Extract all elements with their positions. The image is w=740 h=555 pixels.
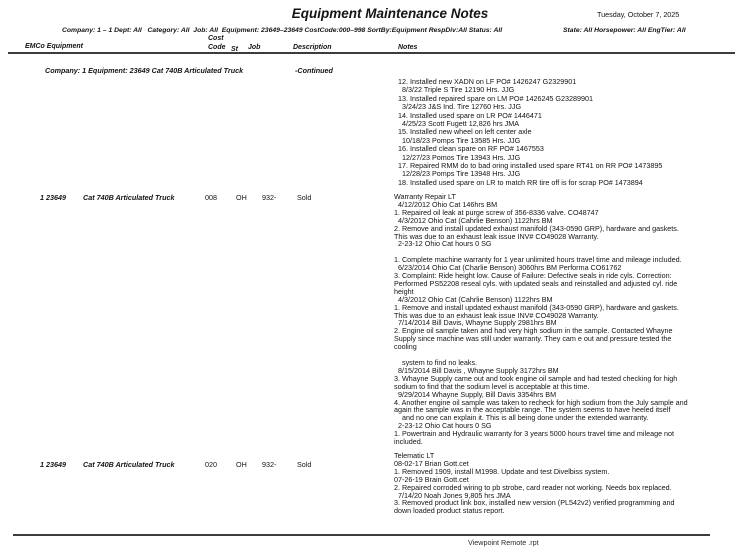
note-line: 4/3/2012 Ohio Cat (Cahrlie Benson) 1122hrs BM [394,215,553,225]
note-line: 12/27/23 Pomos Tire 13943 Hrs. JJG [398,152,521,162]
column-header-st: St [231,45,238,53]
note-line: 3. Removed product link box, installed new version (PL542v2) verified programming and [394,498,675,508]
note-line: 10/18/23 Pomps Tire 13585 Hrs. JJG [398,135,521,145]
note-line: and no one can explain it. This is all being done under the extended warranty. [394,413,649,423]
note-line: 12. Installed new XADN on LF PO# 1426247 G2329901 [398,77,577,86]
note-line: 4/12/2012 Ohio Cat 146hrs BM [394,199,498,209]
group-header-continued: -Continued [295,66,333,75]
report-filter-summary: Company: 1 – 1 Dept: All Category: All Job: All Equipment: 23649–23649 CostCode:000–998 SortBy:Equipment RespDiv:All Status: All [62,27,503,34]
row-equipment-name: Cat 740B Articulated Truck [83,193,175,202]
note-line: 3/24/23 J&S Ind. Tire 12760 Hrs. JJG [398,102,522,112]
note-line: 15. Installed new wheel on left center axle [398,127,532,137]
report-filter-summary-right: State: All Horsepower: All EngTier: All [563,27,686,34]
row-st: OH [236,460,247,469]
note-line: sodium to find that the sodium level is acceptable at this time. [394,381,590,391]
note-line: Warranty Repair LT [394,192,456,201]
column-header-description: Description [293,43,332,51]
note-line: 1. Remove and install updated exhaust manifold (343-0590 GRP), hardware and gaskets. [394,302,679,312]
note-line: 8/15/2014 Bill Davis , Whayne Supply 3172hrs BM [394,365,559,375]
row-notes [394,452,674,515]
note-line: again the sample was in the acceptable range. The system seems to have heeled itself [394,405,671,415]
row-company-equipment: 1 23649 [40,460,66,469]
continuation-notes [398,78,662,187]
note-line: This was due to an exhaust leak issue INV# CO49028 Warranty. [394,231,599,241]
note-line: included. [394,437,423,447]
note-line: 7/14/20 Noah Jones 9,805 hrs JMA [394,490,511,500]
column-header-cost-line1: Cost [208,35,224,42]
column-header-cost-line2: Code [208,43,226,51]
report-title: Equipment Maintenance Notes [291,6,489,21]
row-cost-code: 020 [205,460,217,469]
note-line: 1. Repaired oil leak at purge screw of 356-8336 valve. CO48747 [394,207,599,217]
row-description: Sold [297,460,312,469]
row-job: 932- [262,460,277,469]
column-header-notes: Notes [398,43,418,51]
note-line: 9/29/2014 Whayne Supply, Bill Davis 3354hrs BM [394,389,557,399]
row-cost-code: 008 [205,193,217,202]
row-st: OH [236,193,247,202]
note-line: height [394,286,414,296]
report-filename: Viewpoint Remote .rpt [468,538,539,547]
note-line: 3. Whayne Supply came out and took engine oil sample and had tested checking for high [394,373,678,383]
note-line: system to find no leaks. [394,358,478,367]
note-line: 2. Engine oil sample taken and had very high sodium in the sample. Contacted Whayne [394,326,673,336]
note-line: 8/3/22 Triple S Tire 12190 Hrs. JJG [398,85,515,95]
note-line: 12/28/23 Pomps Tire 13948 Hrs. JJG [398,169,521,179]
row-notes [394,193,688,446]
note-line: 1. Removed 1909, install M1998. Update and test Divelbiss system. [394,466,610,476]
column-header-equipment: EMCo Equipment [25,43,83,50]
note-line: 13. Installed repaired spare on LM PO# 1426245 G23289901 [398,93,593,103]
note-line: 16. Installed clean spare on RF PO# 1467553 [398,144,544,154]
group-header-label: Company: 1 Equipment: 23649 Cat 740B Articulated Truck [45,66,244,75]
note-line: 2. Repaired corroded wiring to pb strobe, card reader not working. Needs box replaced. [394,482,672,492]
note-line: 18. Installed used spare on LR to match RR tire off is for scrap PO# 1473894 [398,177,643,187]
note-line: down loaded product status report. [394,506,505,516]
row-equipment-name: Cat 740B Articulated Truck [83,460,175,469]
note-line: Telematic LT [394,451,435,460]
row-description: Sold [297,193,312,202]
row-job: 932- [262,193,277,202]
note-line: cooling [394,342,417,352]
note-line: 4/3/2012 Ohio Cat (Cahrlie Benson) 1122hrs BM [394,294,553,304]
note-line: 17. Repaired RMM do to bad oring installed used spare RT41 on RR PO# 1473895 [398,161,663,171]
report-date: Tuesday, October 7, 2025 [597,10,680,19]
note-line: 4/25/23 Scott Fugett 12,826 hrs JMA [398,119,520,129]
note-line: 6/23/2014 Ohio Cat (Charlie Benson) 3060hrs BM Performa CO61762 [394,263,622,273]
note-line: 2-23-12 Ohio Cat hours 0 SG [394,421,492,431]
note-line: This was due to an exhaust leak issue INV# CO49028 Warranty. [394,310,599,320]
note-line: Performed PS52208 reseal cyls. with updated seals and reinstalled and adjusted cyl. ride [394,278,678,288]
note-line: 08-02-17 Brian Gott.cet [394,458,469,468]
column-header-job: Job [248,43,261,51]
note-line: 4. Another engine oil sample was taken to recheck for high sodium from the July sample and [394,397,688,407]
note-line: 3. Complaint: Ride height low. Cause of Failure: Defective seals in ride cyls. Correction: [394,271,672,281]
note-line: Supply since machine was still under warranty. They cam e out and pressure tested the [394,334,672,344]
row-company-equipment: 1 23649 [40,193,66,202]
note-line: 07-26-19 Brain Gott.cet [394,474,469,484]
footer-rule [13,534,710,536]
note-line: 1. Powertrain and Hydraulic warranty for 3 years 5000 hours travel time and mileage not [394,429,675,439]
note-line: 14. Installed used spare on LR PO# 1446471 [398,110,542,120]
note-line: 1. Complete machine warranty for 1 year unlimited hours travel time and mileage included. [394,255,682,265]
header-rule [8,52,735,54]
note-line: 7/14/2014 Bill Davis, Whayne Supply 2981hrs BM [394,318,557,328]
note-line: 2. Remove and install updated exhaust manifold (343-0590 GRP), hardware and gaskets. [394,223,679,233]
note-line: 2-23-12 Ohio Cat hours 0 SG [394,239,492,249]
